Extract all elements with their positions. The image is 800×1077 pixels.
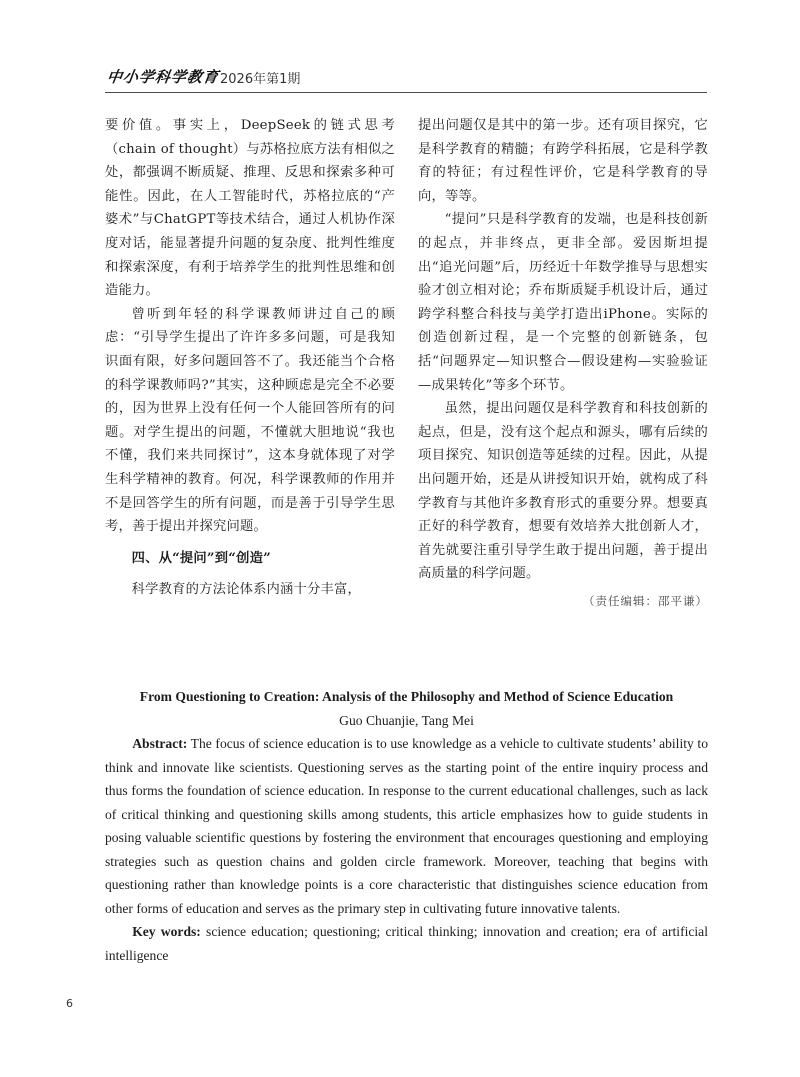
left-column <box>105 114 395 602</box>
english-authors: Guo Chuanjie, Tang Mei <box>339 712 474 728</box>
paragraph: “提问”只是科学教育的发端，也是科技创新的起点，并非终点，更非全部。爱因斯坦提出“追光问题”后，历经近十年数学推导与思想实验才创立相对论；乔布斯质疑手机设计后，通过跨学科整合科技与美学打造出iPhone。实际的创造创新过程，是一个完整的创新链条，包括“问题界定—知识整合—假设建构—实验验证—成果转化”等多个环节。 <box>418 212 708 393</box>
editor-note: （责任编辑：邵平谦） <box>583 593 708 608</box>
issue-label: 2026年第1期 <box>220 72 301 87</box>
paragraph: 曾听到年轻的科学课教师讲过自己的顾虑：“引导学生提出了许许多多问题，可是我知识面有限，好多问题回答不了。我还能当个合格的科学课教师吗?”其实，这种顾虑是完全不必要的，因为世界上没有任何一个人能回答所有的问题。对学生提出的问题，不懂就大胆地说“我也不懂，我们来共同探讨”，这本身就体现了对学生科学精神的教育。何况，科学课教师的作用并不是回答学生的所有问题，而是善于引导学生思考，善于提出并探究问题。 <box>105 306 395 535</box>
english-abstract <box>105 685 708 967</box>
abstract-label: Abstract: <box>132 736 188 751</box>
english-title: From Questioning to Creation: Analysis of the Philosophy and Method of Science Education <box>139 689 674 704</box>
abstract-text: The focus of science education is to use knowledge as a vehicle to cultivate students’ ability to think and innovate like scientists. Questioning serves as the starting point of the entire inquiry process and thus forms the foundation of science education. In response to the current educational challenges, such as lack of critical thinking and questioning skills among students, this article emphasizes how to guide students in posing valuable scientific questions by fostering the environment that encourages questioning and employing strategies such as question chains and golden circle framework. Moreover, teaching that begins with questioning rather than knowledge points is a core characteristic that distinguishes science education from other forms of education and serves as the primary step in cultivating future innovative talents. <box>105 736 708 916</box>
keywords-text: science education; questioning; critical thinking; innovation and creation; era of artificial intelligence <box>105 924 708 963</box>
paragraph: 虽然，提出问题仅是科学教育和科技创新的起点，但是，没有这个起点和源头，哪有后续的项目探究、知识创造等延续的过程。因此，从提出问题开始，还是从讲授知识开始，就构成了科学教育与其他许多教育形式的重要分界。想要真正好的科学教育，想要有效培养大批创新人才，首先就要注重引导学生敢于提出问题，善于提出高质量的科学问题。 <box>418 401 708 582</box>
keywords-paragraph <box>105 920 708 967</box>
right-column <box>418 114 708 613</box>
section-heading: 四、从“提问”到“创造” <box>131 550 271 566</box>
paragraph: 科学教育的方法论体系内涵十分丰富， <box>131 582 362 598</box>
paragraph: 要价值。事实上，DeepSeek的链式思考（chain of thought）与苏格拉底方法有相似之处，都强调不断质疑、推理、反思和探索多种可能性。因此，在人工智能时代，苏格拉底的“产婆术”与ChatGPT等技术结合，通过人机协作深度对话，能显著提升问题的复杂度、批判性维度和探索深度，有利于培养学生的批判性思维和创造能力。 <box>105 118 395 299</box>
abstract-paragraph <box>105 732 708 920</box>
page-number: 6 <box>66 997 73 1010</box>
running-header <box>105 60 707 93</box>
keywords-label: Key words: <box>132 924 201 939</box>
journal-logo: 中小学科学教育 <box>105 68 221 86</box>
paragraph: 提出问题仅是其中的第一步。还有项目探究，它是科学教育的精髓；有跨学科拓展，它是科学教育的特征；有过程性评价，它是科学教育的导向，等等。 <box>418 118 708 204</box>
